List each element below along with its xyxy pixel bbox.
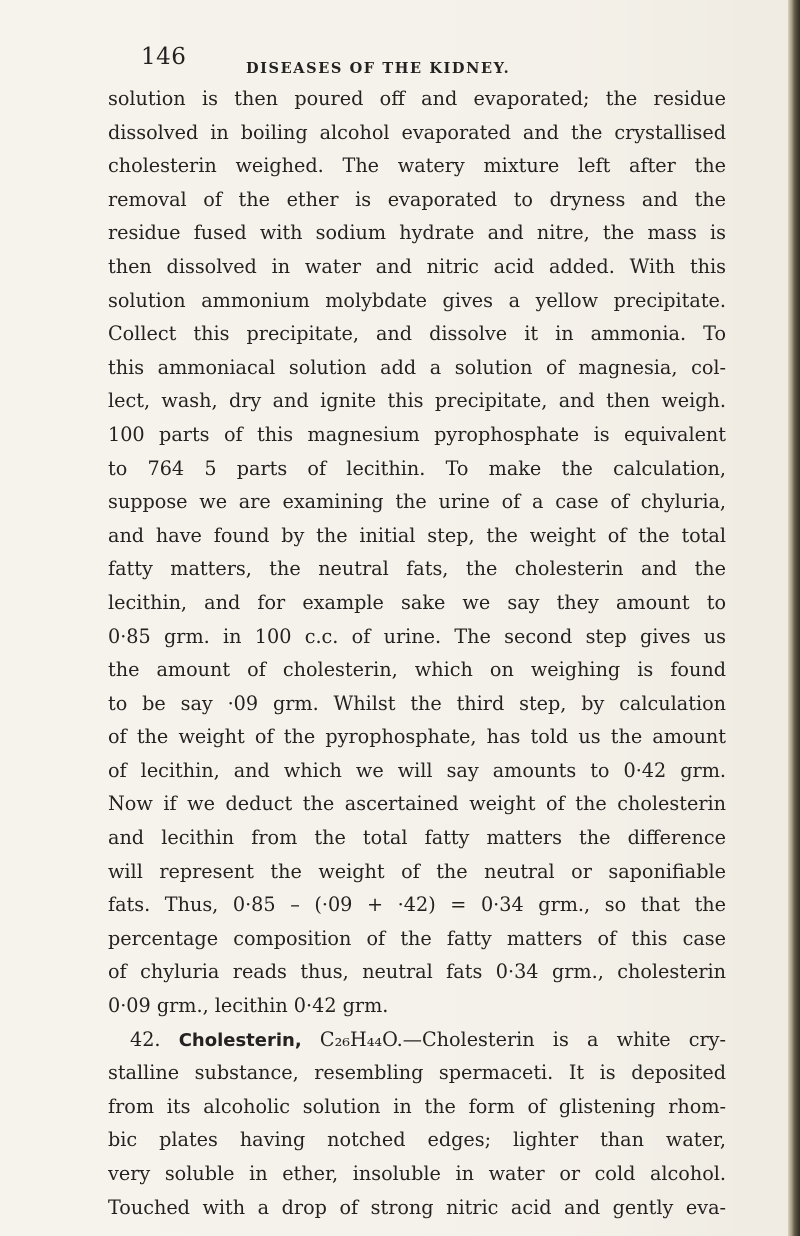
text-line: of chyluria reads thus, neutral fats 0·34 grm., cholesterin bbox=[108, 960, 726, 984]
text-line: fats. Thus, 0·85 – (·09 + ·42) = 0·34 grm., so that the bbox=[108, 893, 726, 917]
text-line: stalline substance, resembling spermaceti. It is deposited bbox=[108, 1061, 726, 1085]
text-line: to 764 5 parts of lecithin. To make the calculation, bbox=[108, 456, 726, 480]
text-line: fatty matters, the neutral fats, the cholesterin and the bbox=[108, 557, 726, 581]
section-first-line-text: —Cholesterin is a white cry- bbox=[402, 1027, 726, 1051]
text-line: percentage composition of the fatty matters of this case bbox=[108, 926, 726, 950]
section-heading: Cholesterin, bbox=[178, 1029, 302, 1051]
text-line: the amount of cholesterin, which on weighing is found bbox=[108, 658, 726, 682]
text-line: 0·85 grm. in 100 c.c. of urine. The second step gives us bbox=[108, 624, 726, 648]
page-edge-shadow bbox=[788, 0, 800, 1236]
text-line: dissolved in boiling alcohol evaporated and the crystallised bbox=[108, 120, 726, 144]
text-line: bic plates having notched edges; lighter than water, bbox=[108, 1128, 726, 1152]
text-line: solution is then poured off and evaporated; the residue bbox=[108, 87, 726, 110]
section-number: 42. bbox=[130, 1027, 161, 1051]
section-first-line bbox=[108, 1023, 726, 1057]
text-line: Touched with a drop of strong nitric acid and gently eva- bbox=[108, 1195, 726, 1219]
text-line: of the weight of the pyrophosphate, has told us the amount bbox=[108, 725, 726, 749]
text-line: from its alcoholic solution in the form of glistening rhom- bbox=[108, 1094, 726, 1118]
body-text bbox=[108, 82, 726, 1224]
chemical-formula: C₂₆H₄₄O. bbox=[319, 1027, 403, 1051]
paragraph-end-line: 0·09 grm., lecithin 0·42 grm. bbox=[108, 994, 389, 1018]
running-head: DISEASES OF THE KIDNEY. bbox=[246, 60, 511, 77]
page-header bbox=[0, 44, 790, 84]
text-line: of lecithin, and which we will say amounts to 0·42 grm. bbox=[108, 758, 726, 782]
text-line: then dissolved in water and nitric acid added. With this bbox=[108, 254, 726, 278]
text-line: lecithin, and for example sake we say they amount to bbox=[108, 590, 726, 614]
text-line: suppose we are examining the urine of a case of chyluria, bbox=[108, 490, 726, 514]
text-line: very soluble in ether, insoluble in water or cold alcohol. bbox=[108, 1162, 726, 1185]
text-line: will represent the weight of the neutral or saponifiable bbox=[108, 859, 726, 883]
text-line: this ammoniacal solution add a solution of magnesia, col- bbox=[108, 355, 726, 379]
text-line: and have found by the initial step, the weight of the total bbox=[108, 523, 726, 547]
text-line: residue fused with sodium hydrate and nitre, the mass is bbox=[108, 221, 726, 245]
text-line: and lecithin from the total fatty matters the difference bbox=[108, 826, 726, 850]
text-line: Collect this precipitate, and dissolve it in ammonia. To bbox=[108, 322, 726, 346]
text-line: lect, wash, dry and ignite this precipitate, and then weigh. bbox=[108, 389, 726, 413]
text-line: cholesterin weighed. The watery mixture left after the bbox=[108, 154, 726, 178]
text-line: solution ammonium molybdate gives a yellow precipitate. bbox=[108, 288, 726, 312]
page-number: 146 bbox=[141, 44, 187, 70]
text-line: Now if we deduct the ascertained weight of the cholesterin bbox=[108, 792, 726, 816]
text-line: removal of the ether is evaporated to dryness and the bbox=[108, 187, 726, 211]
text-line: to be say ·09 grm. Whilst the third step, by calculation bbox=[108, 691, 726, 715]
text-line: 100 parts of this magnesium pyrophosphate is equivalent bbox=[108, 422, 726, 446]
